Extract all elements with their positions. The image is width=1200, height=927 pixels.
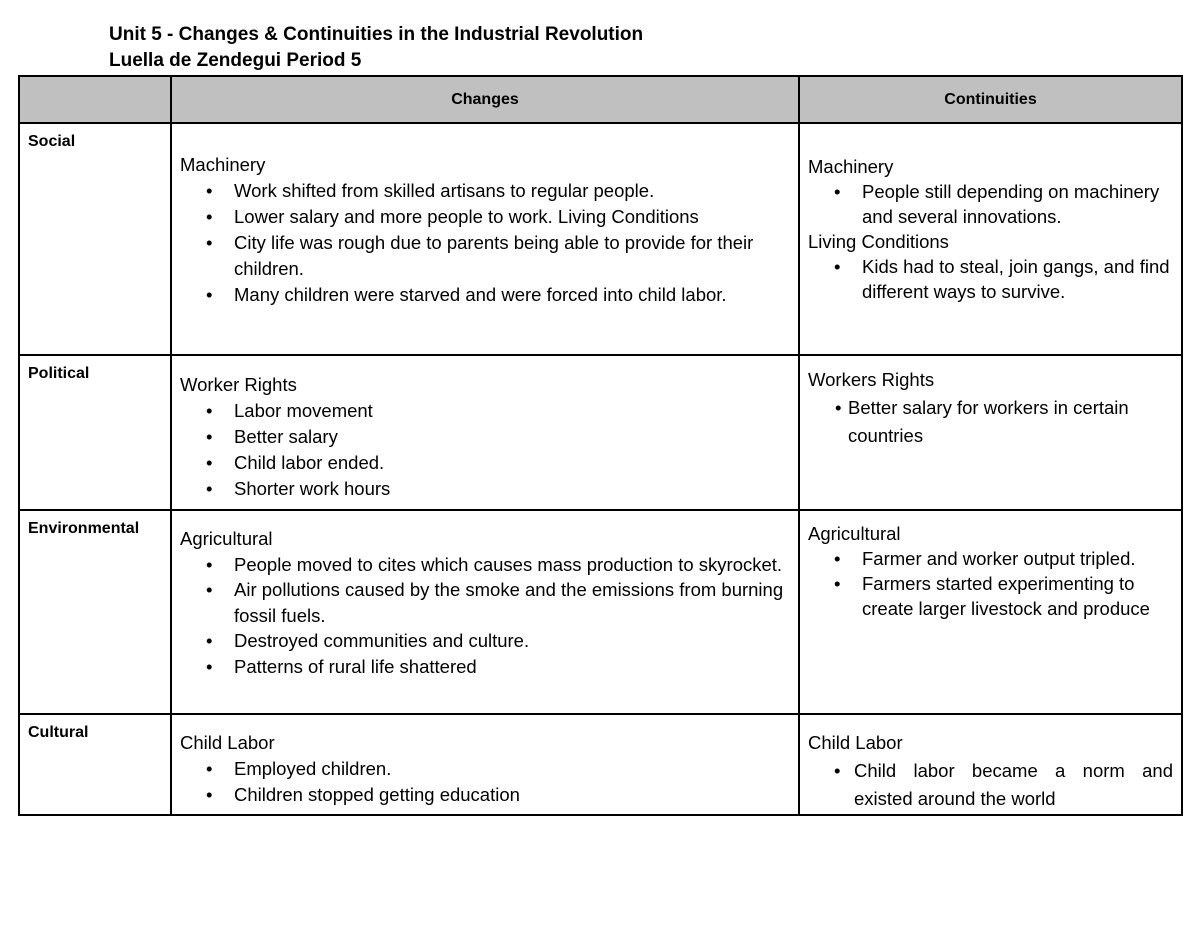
changes-heading: Agricultural <box>180 528 273 549</box>
list-item: • Kids had to steal, join gangs, and find different ways to survive. <box>808 254 1173 304</box>
changes-cell-environmental <box>171 510 799 714</box>
continuities-heading: Living Conditions <box>808 231 949 252</box>
list-item: • People still depending on machinery and several innovations. <box>808 179 1173 229</box>
list-item: • Labor movement <box>180 398 790 424</box>
list-item: • Air pollutions caused by the smoke and the emissions from burning fossil fuels. <box>180 577 790 628</box>
list-item: • Child labor ended. <box>180 450 790 476</box>
changes-list <box>180 756 790 808</box>
changes-cell-cultural <box>171 714 799 815</box>
list-item: • Better salary <box>180 424 790 450</box>
list-item: • Employed children. <box>180 756 790 782</box>
continuities-list <box>808 179 1173 229</box>
continuities-cell-environmental <box>799 510 1182 714</box>
continuities-heading: Machinery <box>808 156 894 177</box>
table-row-cultural <box>19 714 1182 815</box>
document-title: Unit 5 - Changes & Continuities in the Industrial Revolution <box>109 24 644 45</box>
continuities-cell-social <box>799 123 1182 355</box>
continuities-heading: Workers Rights <box>808 369 935 390</box>
continuities-list <box>808 757 1173 813</box>
continuities-list <box>808 394 1173 450</box>
list-item: • Farmers started experimenting to create larger livestock and produce <box>808 571 1173 621</box>
changes-heading: Machinery <box>180 154 266 175</box>
table-header-row <box>19 76 1182 123</box>
continuities-cell-political <box>799 355 1182 510</box>
changes-continuities-table <box>18 75 1183 816</box>
changes-heading: Worker Rights <box>180 374 297 395</box>
row-label-environmental: Environmental <box>19 510 171 714</box>
changes-cell-political <box>171 355 799 510</box>
changes-list <box>180 398 790 502</box>
list-item: • Children stopped getting education <box>180 782 790 808</box>
list-item: • Farmer and worker output tripled. <box>808 546 1173 571</box>
continuities-cell-cultural <box>799 714 1182 815</box>
changes-cell-social <box>171 123 799 355</box>
continuities-heading: Child Labor <box>808 732 903 753</box>
continuities-list <box>808 546 1173 621</box>
list-item: • Patterns of rural life shattered <box>180 654 790 680</box>
list-item: • Destroyed communities and culture. <box>180 628 790 654</box>
changes-list <box>180 178 790 308</box>
row-label-cultural: Cultural <box>19 714 171 815</box>
list-item: • People moved to cites which causes mass production to skyrocket. <box>180 552 790 578</box>
document-header <box>109 22 643 74</box>
list-item: • Child labor became a norm and existed around the world <box>808 757 1173 813</box>
table-row-environmental <box>19 510 1182 714</box>
changes-heading: Child Labor <box>180 732 275 753</box>
column-header-category <box>19 76 171 123</box>
list-item: • City life was rough due to parents being able to provide for their children. <box>180 230 790 282</box>
table-row-political <box>19 355 1182 510</box>
column-header-continuities: Continuities <box>799 76 1182 123</box>
row-label-political: Political <box>19 355 171 510</box>
document-author: Luella de Zendegui Period 5 <box>109 50 362 71</box>
table-row-social <box>19 123 1182 355</box>
row-label-social: Social <box>19 123 171 355</box>
continuities-heading: Agricultural <box>808 523 901 544</box>
list-item: • Work shifted from skilled artisans to regular people. <box>180 178 790 204</box>
column-header-changes: Changes <box>171 76 799 123</box>
continuities-list <box>808 254 1173 304</box>
list-item: • Lower salary and more people to work. Living Conditions <box>180 204 790 230</box>
changes-list <box>180 552 790 680</box>
list-item: • Many children were starved and were forced into child labor. <box>180 282 790 308</box>
list-item: • Shorter work hours <box>180 476 790 502</box>
list-item: • Better salary for workers in certain countries <box>808 394 1173 450</box>
